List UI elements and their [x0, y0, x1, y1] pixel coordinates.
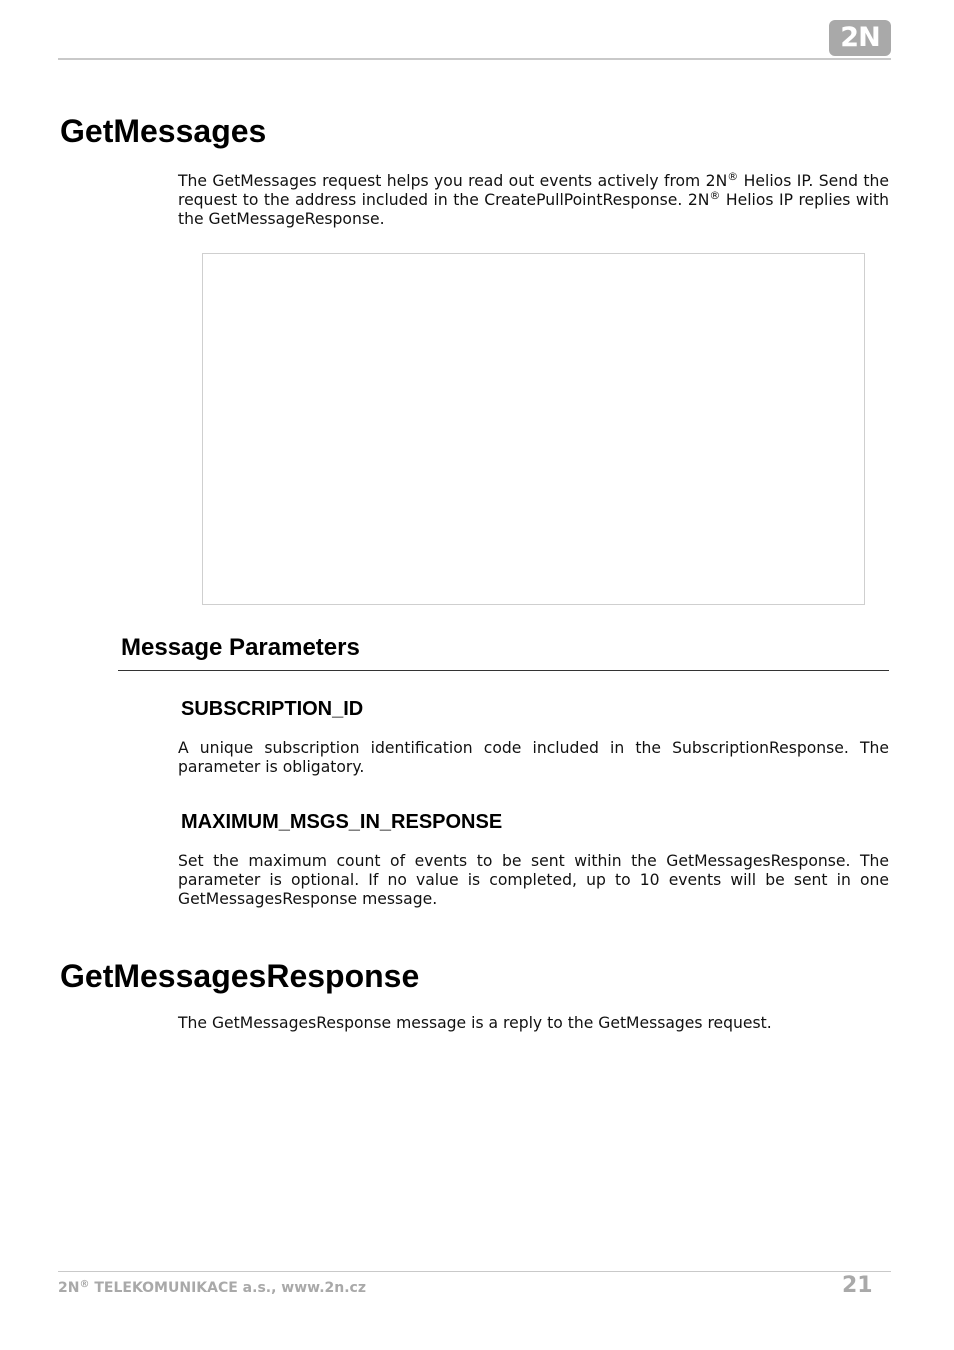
param-maximum-msgs-heading: MAXIMUM_MSGS_IN_RESPONSE	[181, 811, 503, 833]
footer-divider	[58, 1271, 891, 1272]
message-parameters-heading: Message Parameters	[121, 634, 360, 661]
param-subscription-id-description: A unique subscription identification code included in the SubscriptionResponse. The parameter is obligatory.	[178, 739, 889, 776]
section-divider	[118, 670, 889, 671]
getmessagesresponse-intro: The GetMessagesResponse message is a reply to the GetMessages request.	[178, 1014, 772, 1032]
page-title: GetMessages	[60, 113, 267, 149]
header-divider	[58, 58, 891, 60]
getmessages-intro: The GetMessages request helps you read out events actively from 2N® Helios IP. Send the request to the address included in the CreatePullPointResponse. 2N® Helios IP replies with the GetMessageResponse.	[178, 170, 889, 228]
param-subscription-id-heading: SUBSCRIPTION_ID	[181, 698, 364, 720]
param-maximum-msgs-description: Set the maximum count of events to be sent within the GetMessagesResponse. The parameter is optional. If no value is completed, up to 10 events will be sent in one GetMessagesResponse message.	[178, 852, 889, 908]
getmessagesresponse-title: GetMessagesResponse	[60, 958, 420, 994]
footer-company: 2N® TELEKOMUNIKACE a.s., www.2n.cz	[58, 1279, 366, 1296]
page-number: 21	[842, 1273, 873, 1298]
brand-logo: 2N	[829, 20, 891, 56]
figure-placeholder	[202, 253, 865, 605]
